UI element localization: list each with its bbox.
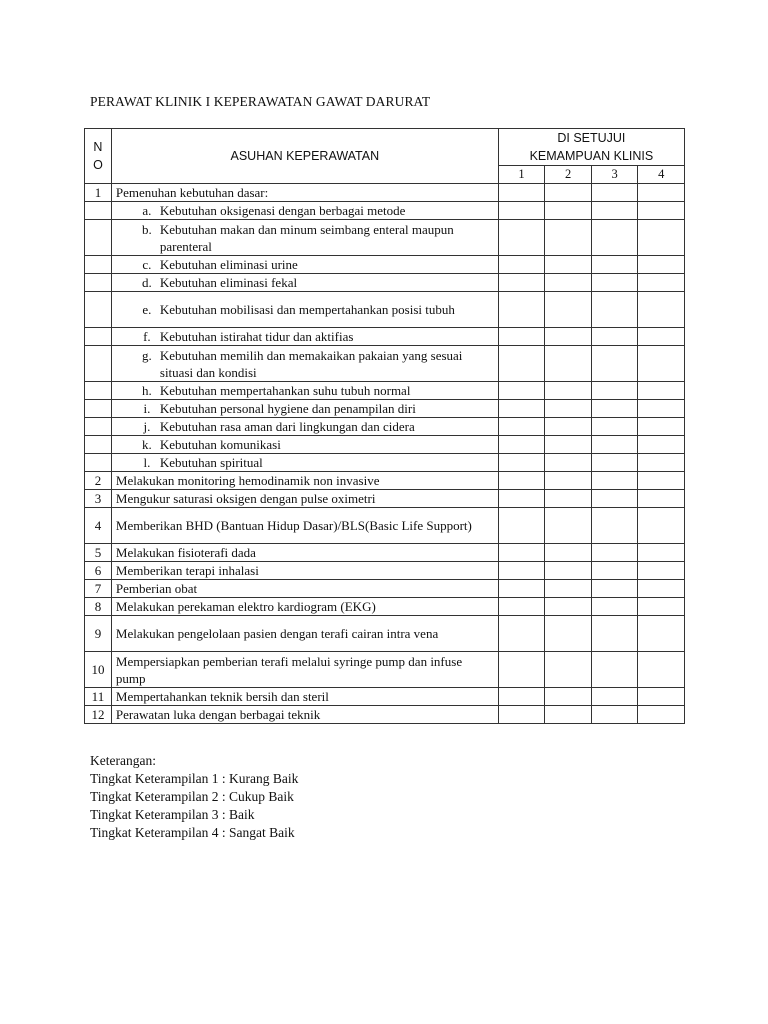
- score-cell-level-1[interactable]: [498, 418, 545, 436]
- legend-item-3: Tingkat Keterampilan 3 : Baik: [90, 807, 255, 822]
- score-cell-level-3[interactable]: [591, 202, 638, 220]
- sub-item: [134, 221, 494, 255]
- legend-heading: Keterangan:: [90, 753, 156, 768]
- score-cell-level-1[interactable]: [498, 688, 545, 706]
- header-level-3: 3: [591, 166, 638, 184]
- row-description: Melakukan perekaman elektro kardiogram (EKG): [111, 598, 498, 616]
- row-number: 8: [85, 598, 112, 616]
- score-cell-level-3[interactable]: [591, 346, 638, 382]
- score-cell-level-2[interactable]: [545, 220, 592, 256]
- score-cell-level-2[interactable]: [545, 598, 592, 616]
- table-row: [85, 544, 685, 562]
- table-row: [85, 328, 685, 346]
- score-cell-level-4[interactable]: [638, 688, 685, 706]
- table-row: [85, 418, 685, 436]
- row-description: [111, 382, 498, 400]
- score-cell-level-4[interactable]: [638, 706, 685, 724]
- score-cell-level-1[interactable]: [498, 544, 545, 562]
- sub-item: [134, 418, 494, 435]
- sub-item-text: Kebutuhan istirahat tidur dan aktifias: [159, 329, 354, 344]
- score-cell-level-3[interactable]: [591, 652, 638, 688]
- table-row: [85, 688, 685, 706]
- sub-item-text: Kebutuhan eliminasi urine: [159, 257, 298, 272]
- score-cell-level-2[interactable]: [545, 400, 592, 418]
- sub-item-text: Kebutuhan komunikasi: [159, 437, 281, 452]
- row-number: [85, 202, 112, 220]
- row-description: [111, 202, 498, 220]
- row-number: 11: [85, 688, 112, 706]
- sub-item-letter: j.: [143, 419, 151, 434]
- row-description: [111, 454, 498, 472]
- score-cell-level-3[interactable]: [591, 328, 638, 346]
- header-level-4: 4: [638, 166, 685, 184]
- score-cell-level-4[interactable]: [638, 652, 685, 688]
- table-row: [85, 202, 685, 220]
- table-row: [85, 382, 685, 400]
- sub-item-letter: a.: [142, 203, 152, 218]
- row-number: [85, 274, 112, 292]
- sub-item: [134, 454, 494, 471]
- score-cell-level-2[interactable]: [545, 184, 592, 202]
- score-cell-level-3[interactable]: [591, 508, 638, 544]
- score-cell-level-1[interactable]: [498, 562, 545, 580]
- score-cell-level-3[interactable]: [591, 382, 638, 400]
- sub-item-letter: k.: [142, 437, 152, 452]
- legend-item-4: Tingkat Keterampilan 4 : Sangat Baik: [90, 825, 295, 840]
- sub-item-text: Kebutuhan eliminasi fekal: [159, 275, 298, 290]
- row-description: [111, 256, 498, 274]
- row-number: [85, 454, 112, 472]
- table-body: [85, 184, 685, 724]
- score-cell-level-1[interactable]: [498, 292, 545, 328]
- score-cell-level-1[interactable]: [498, 256, 545, 274]
- score-cell-level-3[interactable]: [591, 472, 638, 490]
- score-cell-level-2[interactable]: [545, 418, 592, 436]
- sub-item: [134, 256, 494, 273]
- row-number: [85, 382, 112, 400]
- row-number: [85, 436, 112, 454]
- sub-item: [134, 436, 494, 453]
- sub-item-text: Kebutuhan mobilisasi dan mempertahankan posisi tubuh: [159, 302, 455, 317]
- score-cell-level-4[interactable]: [638, 382, 685, 400]
- sub-item-text: Kebutuhan spiritual: [159, 455, 263, 470]
- score-cell-level-2[interactable]: [545, 454, 592, 472]
- row-number: 4: [85, 508, 112, 544]
- sub-item-letter: d.: [142, 275, 152, 290]
- row-number: 12: [85, 706, 112, 724]
- table-row: [85, 562, 685, 580]
- score-cell-level-1[interactable]: [498, 184, 545, 202]
- score-cell-level-4[interactable]: [638, 544, 685, 562]
- sub-item: [134, 301, 494, 318]
- row-description: Mempersiapkan pemberian terafi melalui syringe pump dan infuse pump: [111, 652, 498, 688]
- score-cell-level-1[interactable]: [498, 490, 545, 508]
- header-level-1: 1: [498, 166, 545, 184]
- sub-item-text: Kebutuhan mempertahankan suhu tubuh normal: [159, 383, 411, 398]
- score-cell-level-1[interactable]: [498, 616, 545, 652]
- score-cell-level-2[interactable]: [545, 562, 592, 580]
- score-cell-level-2[interactable]: [545, 292, 592, 328]
- score-cell-level-1[interactable]: [498, 202, 545, 220]
- score-cell-level-2[interactable]: [545, 490, 592, 508]
- row-number: 3: [85, 490, 112, 508]
- table-row: [85, 436, 685, 454]
- sub-item-text: Kebutuhan personal hygiene dan penampilan diri: [159, 401, 416, 416]
- table-row: [85, 274, 685, 292]
- score-cell-level-4[interactable]: [638, 418, 685, 436]
- score-cell-level-4[interactable]: [638, 346, 685, 382]
- sub-item: [134, 400, 494, 417]
- score-cell-level-3[interactable]: [591, 544, 638, 562]
- score-cell-level-3[interactable]: [591, 616, 638, 652]
- score-cell-level-4[interactable]: [638, 490, 685, 508]
- sub-item: [134, 347, 494, 381]
- score-cell-level-4[interactable]: [638, 508, 685, 544]
- score-cell-level-2[interactable]: [545, 346, 592, 382]
- row-number: [85, 418, 112, 436]
- header-approved-line1: DI SETUJUI: [557, 131, 626, 145]
- table-row: [85, 508, 685, 544]
- sub-item: [134, 274, 494, 291]
- row-description: [111, 436, 498, 454]
- row-number: [85, 292, 112, 328]
- row-description: Melakukan fisioterafi dada: [111, 544, 498, 562]
- row-number: 10: [85, 652, 112, 688]
- score-cell-level-4[interactable]: [638, 454, 685, 472]
- row-description: [111, 274, 498, 292]
- score-cell-level-1[interactable]: [498, 508, 545, 544]
- row-description: Mengukur saturasi oksigen dengan pulse oximetri: [111, 490, 498, 508]
- document-title: PERAWAT KLINIK I KEPERAWATAN GAWAT DARURAT: [90, 94, 431, 109]
- score-cell-level-4[interactable]: [638, 562, 685, 580]
- score-cell-level-4[interactable]: [638, 328, 685, 346]
- table-row: [85, 256, 685, 274]
- row-number: 7: [85, 580, 112, 598]
- score-cell-level-3[interactable]: [591, 418, 638, 436]
- row-description: [111, 400, 498, 418]
- competency-table: [84, 128, 685, 724]
- row-description: [111, 328, 498, 346]
- score-cell-level-3[interactable]: [591, 490, 638, 508]
- score-cell-level-2[interactable]: [545, 202, 592, 220]
- score-cell-level-3[interactable]: [591, 184, 638, 202]
- score-cell-level-4[interactable]: [638, 400, 685, 418]
- score-cell-level-1[interactable]: [498, 328, 545, 346]
- score-cell-level-2[interactable]: [545, 274, 592, 292]
- sub-item: [134, 202, 494, 219]
- score-cell-level-2[interactable]: [545, 328, 592, 346]
- row-description: Melakukan pengelolaan pasien dengan terafi cairan intra vena: [111, 616, 498, 652]
- score-cell-level-4[interactable]: [638, 184, 685, 202]
- sub-item-text: Kebutuhan rasa aman dari lingkungan dan cidera: [159, 419, 415, 434]
- sub-item-letter: f.: [143, 329, 151, 344]
- table-row: [85, 400, 685, 418]
- score-cell-level-3[interactable]: [591, 256, 638, 274]
- table-row: [85, 490, 685, 508]
- score-cell-level-1[interactable]: [498, 220, 545, 256]
- sub-item-letter: c.: [142, 257, 152, 272]
- row-description: [111, 292, 498, 328]
- score-cell-level-2[interactable]: [545, 652, 592, 688]
- score-cell-level-1[interactable]: [498, 454, 545, 472]
- table-row: [85, 292, 685, 328]
- score-cell-level-2[interactable]: [545, 472, 592, 490]
- score-cell-level-1[interactable]: [498, 382, 545, 400]
- header-asuhan: ASUHAN KEPERAWATAN: [111, 129, 498, 184]
- score-cell-level-2[interactable]: [545, 436, 592, 454]
- score-cell-level-1[interactable]: [498, 274, 545, 292]
- sub-item: [134, 328, 494, 345]
- table-row: [85, 652, 685, 688]
- sub-item-text: Kebutuhan oksigenasi dengan berbagai metode: [159, 203, 406, 218]
- score-cell-level-3[interactable]: [591, 688, 638, 706]
- score-cell-level-3[interactable]: [591, 400, 638, 418]
- row-description: Perawatan luka dengan berbagai teknik: [111, 706, 498, 724]
- row-description: Pemberian obat: [111, 580, 498, 598]
- row-number: 2: [85, 472, 112, 490]
- score-cell-level-2[interactable]: [545, 580, 592, 598]
- score-cell-level-1[interactable]: [498, 436, 545, 454]
- score-cell-level-3[interactable]: [591, 274, 638, 292]
- score-cell-level-3[interactable]: [591, 436, 638, 454]
- row-number: [85, 256, 112, 274]
- row-number: 9: [85, 616, 112, 652]
- table-row: [85, 346, 685, 382]
- row-number: [85, 400, 112, 418]
- score-cell-level-3[interactable]: [591, 454, 638, 472]
- table-row: [85, 472, 685, 490]
- score-cell-level-3[interactable]: [591, 292, 638, 328]
- score-cell-level-1[interactable]: [498, 346, 545, 382]
- score-cell-level-2[interactable]: [545, 256, 592, 274]
- table-row: [85, 580, 685, 598]
- sub-item-letter: e.: [142, 302, 152, 317]
- score-cell-level-4[interactable]: [638, 580, 685, 598]
- score-cell-level-4[interactable]: [638, 616, 685, 652]
- score-cell-level-2[interactable]: [545, 616, 592, 652]
- header-level-2: 2: [545, 166, 592, 184]
- sub-item-letter: b.: [142, 221, 152, 237]
- score-cell-level-3[interactable]: [591, 220, 638, 256]
- score-cell-level-2[interactable]: [545, 382, 592, 400]
- score-cell-level-2[interactable]: [545, 706, 592, 724]
- score-cell-level-4[interactable]: [638, 598, 685, 616]
- header-no-line1: N: [93, 140, 103, 154]
- row-description: [111, 220, 498, 256]
- row-description: [111, 346, 498, 382]
- table-row: [85, 616, 685, 652]
- table-row: [85, 706, 685, 724]
- header-approved-line2: KEMAMPUAN KLINIS: [529, 149, 654, 163]
- score-cell-level-1[interactable]: [498, 706, 545, 724]
- row-description: [111, 418, 498, 436]
- header-no-line2: O: [93, 158, 103, 172]
- table-row: [85, 220, 685, 256]
- score-cell-level-3[interactable]: [591, 598, 638, 616]
- header-no: [85, 129, 112, 184]
- sub-item-letter: h.: [142, 383, 152, 398]
- row-number: [85, 346, 112, 382]
- score-cell-level-2[interactable]: [545, 688, 592, 706]
- score-cell-level-2[interactable]: [545, 544, 592, 562]
- table-row: [85, 598, 685, 616]
- legend-item-1: Tingkat Keterampilan 1 : Kurang Baik: [90, 771, 299, 786]
- score-cell-level-1[interactable]: [498, 472, 545, 490]
- row-description: Pemenuhan kebutuhan dasar:: [111, 184, 498, 202]
- score-cell-level-3[interactable]: [591, 562, 638, 580]
- score-cell-level-1[interactable]: [498, 652, 545, 688]
- table-row: [85, 184, 685, 202]
- table-row: [85, 454, 685, 472]
- score-cell-level-4[interactable]: [638, 472, 685, 490]
- row-number: [85, 220, 112, 256]
- row-number: 1: [85, 184, 112, 202]
- row-description: Mempertahankan teknik bersih dan steril: [111, 688, 498, 706]
- row-number: 5: [85, 544, 112, 562]
- score-cell-level-1[interactable]: [498, 598, 545, 616]
- score-cell-level-4[interactable]: [638, 292, 685, 328]
- score-cell-level-1[interactable]: [498, 400, 545, 418]
- row-number: 6: [85, 562, 112, 580]
- score-cell-level-3[interactable]: [591, 580, 638, 598]
- sub-item-letter: i.: [143, 401, 151, 416]
- score-cell-level-4[interactable]: [638, 436, 685, 454]
- sub-item-text: Kebutuhan memilih dan memakaikan pakaian yang sesuai situasi dan kondisi: [159, 347, 463, 380]
- sub-item-letter: l.: [143, 455, 151, 470]
- score-cell-level-4[interactable]: [638, 202, 685, 220]
- score-cell-level-4[interactable]: [638, 220, 685, 256]
- score-cell-level-3[interactable]: [591, 706, 638, 724]
- sub-item-text: Kebutuhan makan dan minum seimbang enteral maupun parenteral: [159, 221, 454, 254]
- score-cell-level-1[interactable]: [498, 580, 545, 598]
- sub-item: [134, 382, 494, 399]
- legend-item-2: Tingkat Keterampilan 2 : Cukup Baik: [90, 789, 294, 804]
- score-cell-level-4[interactable]: [638, 274, 685, 292]
- legend: [90, 752, 298, 842]
- row-description: Memberikan BHD (Bantuan Hidup Dasar)/BLS(Basic Life Support): [111, 508, 498, 544]
- score-cell-level-2[interactable]: [545, 508, 592, 544]
- row-description: Memberikan terapi inhalasi: [111, 562, 498, 580]
- sub-item-letter: g.: [142, 347, 152, 363]
- row-description: Melakukan monitoring hemodinamik non invasive: [111, 472, 498, 490]
- header-approved: [498, 129, 684, 166]
- score-cell-level-4[interactable]: [638, 256, 685, 274]
- row-number: [85, 328, 112, 346]
